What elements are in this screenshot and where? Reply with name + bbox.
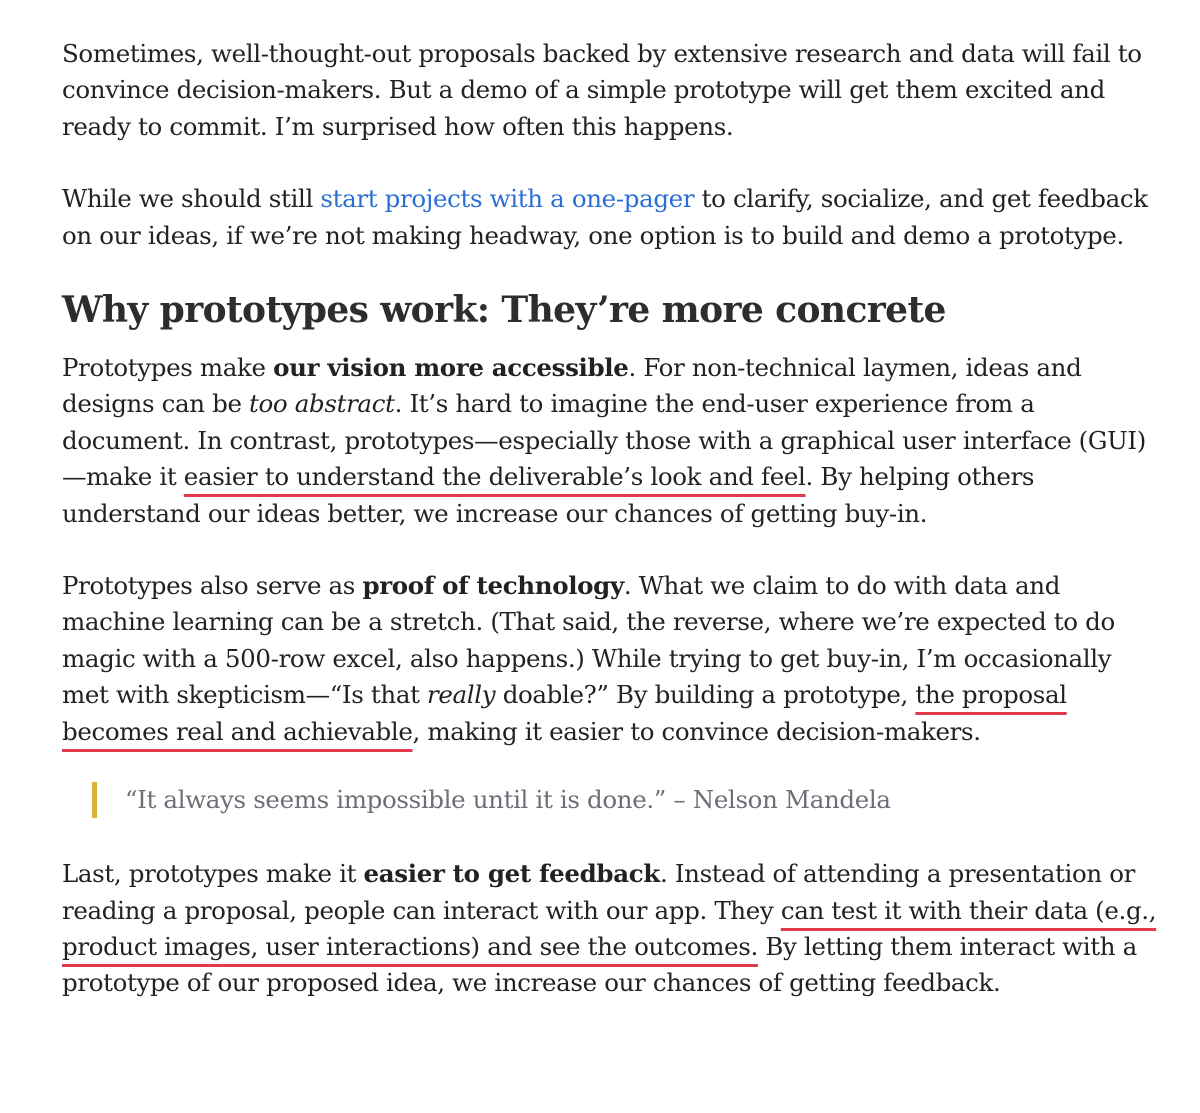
italic-phrase: too abstract: [249, 389, 395, 419]
paragraph-text: to clarify, socialize, and get feedback on our ideas, if we’re not making headway, one option is to build and demo a prototype.: [62, 184, 1148, 250]
intro-text: Sometimes, well-thought-out proposals backed by extensive research and data will fail to convince decision-makers. But a demo of a simple prototype will get them excited and ready to commit. I’m surprised how often this happens.: [62, 39, 1142, 141]
accessibility-paragraph: [62, 350, 1162, 532]
paragraph-text: . Instead of attending a presentation or reading a proposal, people can interact with our app. They: [62, 859, 1135, 925]
highlighted-phrase: easier to understand the deliverable’s look and feel: [183, 462, 806, 492]
proof-of-technology-paragraph: [62, 568, 1162, 750]
article-body: [62, 36, 1162, 1002]
paragraph-text: , making it easier to convince decision-makers.: [412, 716, 981, 746]
paragraph-text: doable?” By building a prototype,: [495, 680, 916, 710]
paragraph-text: Last, prototypes make it: [62, 859, 364, 889]
italic-phrase: really: [427, 680, 496, 710]
one-pager-link[interactable]: start projects with a one-pager: [320, 184, 695, 214]
feedback-paragraph: [62, 856, 1162, 1002]
paragraph-text: . By helping others understand our ideas better, we increase our chances of getting buy-in.: [62, 462, 1035, 528]
quote-text: “It always seems impossible until it is done.” – Nelson Mandela: [125, 785, 891, 815]
paragraph-text: Prototypes also serve as: [62, 571, 363, 601]
highlighted-phrase: the proposal becomes real and achievable: [62, 680, 1067, 746]
paragraph-text: . It’s hard to imagine the end-user experience from a document. In contrast, prototypes—especially those with a graphical user interface (GUI)—make it: [62, 389, 1146, 492]
bold-phrase: our vision more accessible: [273, 353, 629, 383]
bold-phrase: proof of technology: [362, 571, 624, 601]
paragraph-text: . For non-technical laymen, ideas and designs can be: [62, 353, 1082, 419]
highlighted-phrase: can test it with their data (e.g., product images, user interactions) and see the outcomes.: [62, 895, 1157, 961]
paragraph-text: Prototypes make: [62, 353, 274, 383]
section-heading: Why prototypes work: They’re more concrete: [62, 289, 946, 332]
paragraph-text: By letting them interact with a prototype of our proposed idea, we increase our chances of getting feedback.: [62, 931, 1137, 998]
bold-phrase: easier to get feedback: [363, 859, 660, 889]
paragraph-text: While we should still: [62, 184, 321, 214]
paragraph-text: . What we claim to do with data and machine learning can be a stretch. (That said, the reverse, where we’re expected to do magic with a 500-row excel, also happens.) While trying to get buy-in, I’m occasionally met with skepticism—“Is that: [62, 571, 1115, 710]
one-pager-paragraph: [62, 181, 1162, 254]
mandela-quote: [92, 782, 1162, 818]
intro-paragraph: [62, 36, 1162, 145]
